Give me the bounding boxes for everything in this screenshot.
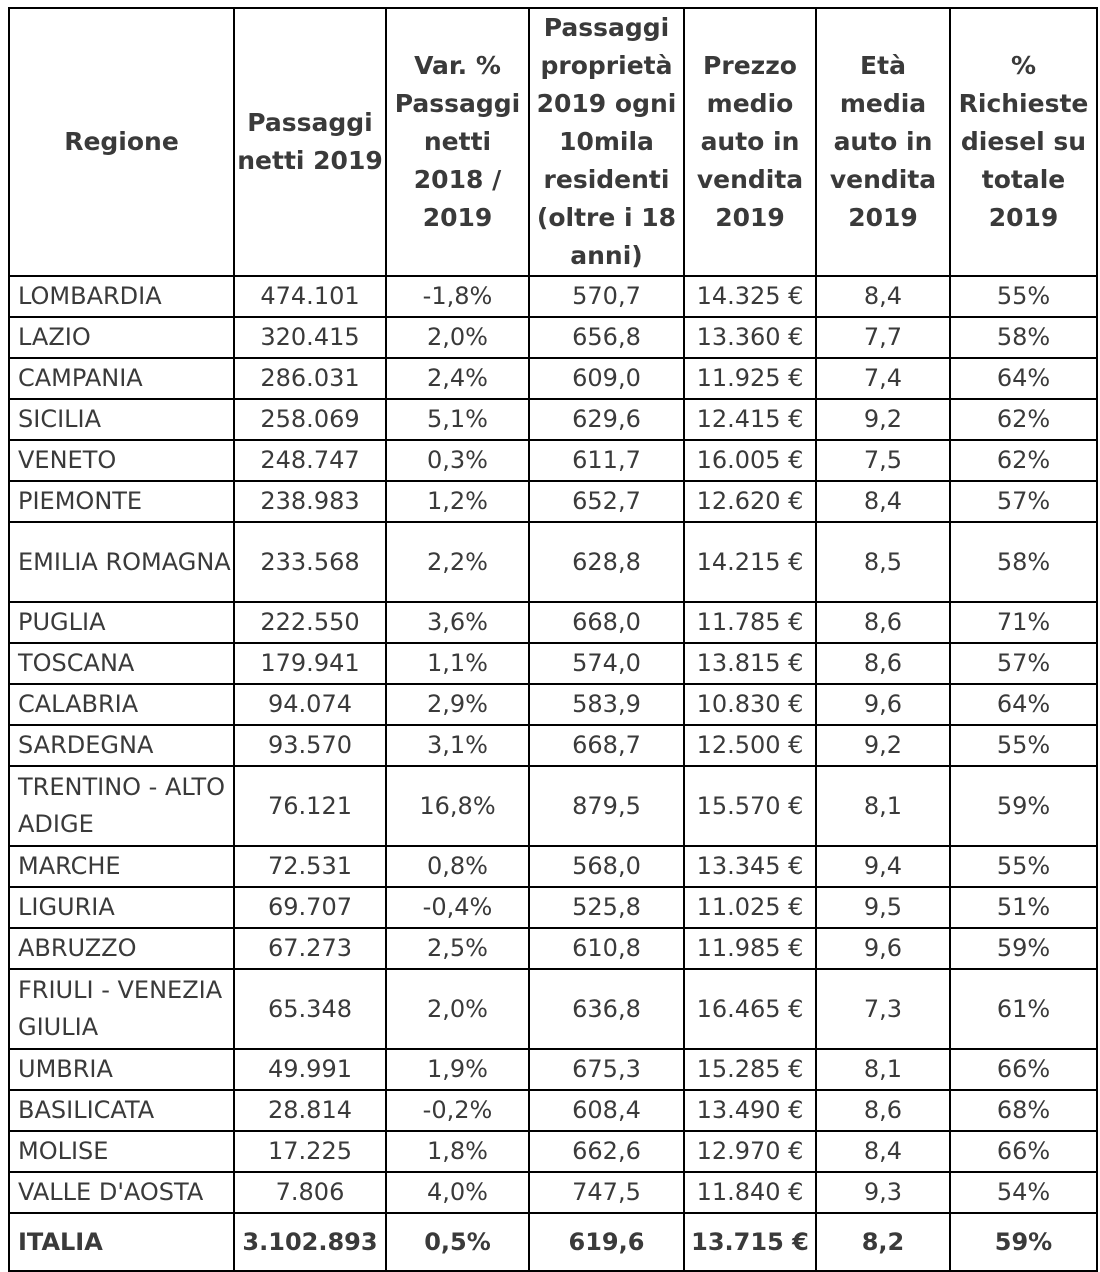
- cell-passaggi-proprieta: 611,7: [529, 440, 684, 481]
- cell-passaggi-netti: 93.570: [234, 725, 386, 766]
- total-cell-variazione: 0,5%: [386, 1213, 529, 1271]
- table-row: [9, 1049, 1097, 1090]
- cell-richieste-diesel: 58%: [950, 317, 1097, 358]
- cell-variazione: 2,0%: [386, 317, 529, 358]
- cell-prezzo-medio: 12.620 €: [684, 481, 816, 522]
- cell-variazione: 0,8%: [386, 846, 529, 887]
- cell-richieste-diesel: 68%: [950, 1090, 1097, 1131]
- cell-variazione: 3,1%: [386, 725, 529, 766]
- cell-passaggi-proprieta: 525,8: [529, 887, 684, 928]
- cell-eta-media: 8,5: [816, 522, 950, 602]
- table-row: [9, 1131, 1097, 1172]
- table-row: [9, 602, 1097, 643]
- header-row: [9, 8, 1097, 276]
- cell-variazione: 2,0%: [386, 969, 529, 1049]
- table-row: [9, 887, 1097, 928]
- table-row: [9, 358, 1097, 399]
- cell-prezzo-medio: 13.815 €: [684, 643, 816, 684]
- cell-region: VALLE D'AOSTA: [9, 1172, 234, 1213]
- table-row: [9, 522, 1097, 602]
- cell-variazione: 1,8%: [386, 1131, 529, 1172]
- cell-region: EMILIA ROMAGNA: [9, 522, 234, 602]
- cell-richieste-diesel: 61%: [950, 969, 1097, 1049]
- table-row: [9, 276, 1097, 317]
- cell-prezzo-medio: 11.785 €: [684, 602, 816, 643]
- cell-richieste-diesel: 71%: [950, 602, 1097, 643]
- cell-region: LIGURIA: [9, 887, 234, 928]
- cell-passaggi-proprieta: 574,0: [529, 643, 684, 684]
- cell-passaggi-proprieta: 675,3: [529, 1049, 684, 1090]
- cell-passaggi-netti: 474.101: [234, 276, 386, 317]
- cell-region: LOMBARDIA: [9, 276, 234, 317]
- cell-passaggi-netti: 17.225: [234, 1131, 386, 1172]
- table-row: [9, 440, 1097, 481]
- cell-richieste-diesel: 58%: [950, 522, 1097, 602]
- cell-prezzo-medio: 13.360 €: [684, 317, 816, 358]
- cell-prezzo-medio: 11.840 €: [684, 1172, 816, 1213]
- cell-eta-media: 9,2: [816, 399, 950, 440]
- column-header-regione: Regione: [9, 8, 234, 276]
- table-row: [9, 643, 1097, 684]
- table-row: [9, 725, 1097, 766]
- cell-eta-media: 9,6: [816, 928, 950, 969]
- cell-passaggi-proprieta: 636,8: [529, 969, 684, 1049]
- cell-prezzo-medio: 13.490 €: [684, 1090, 816, 1131]
- cell-region: PUGLIA: [9, 602, 234, 643]
- cell-prezzo-medio: 16.005 €: [684, 440, 816, 481]
- cell-variazione: -0,4%: [386, 887, 529, 928]
- cell-passaggi-proprieta: 656,8: [529, 317, 684, 358]
- cell-eta-media: 7,4: [816, 358, 950, 399]
- cell-variazione: 5,1%: [386, 399, 529, 440]
- cell-eta-media: 9,2: [816, 725, 950, 766]
- total-cell-prezzo-medio: 13.715 €: [684, 1213, 816, 1271]
- cell-region: FRIULI - VENEZIA GIULIA: [9, 969, 234, 1049]
- cell-passaggi-proprieta: 652,7: [529, 481, 684, 522]
- cell-passaggi-netti: 258.069: [234, 399, 386, 440]
- cell-region: TRENTINO - ALTO ADIGE: [9, 766, 234, 846]
- cell-region: SARDEGNA: [9, 725, 234, 766]
- cell-passaggi-netti: 248.747: [234, 440, 386, 481]
- cell-prezzo-medio: 12.415 €: [684, 399, 816, 440]
- cell-eta-media: 8,6: [816, 1090, 950, 1131]
- cell-eta-media: 8,1: [816, 1049, 950, 1090]
- cell-passaggi-netti: 320.415: [234, 317, 386, 358]
- cell-richieste-diesel: 64%: [950, 358, 1097, 399]
- cell-passaggi-proprieta: 747,5: [529, 1172, 684, 1213]
- table-row: [9, 399, 1097, 440]
- cell-passaggi-proprieta: 629,6: [529, 399, 684, 440]
- cell-variazione: 2,5%: [386, 928, 529, 969]
- cell-variazione: 16,8%: [386, 766, 529, 846]
- table-row: [9, 1090, 1097, 1131]
- cell-richieste-diesel: 59%: [950, 766, 1097, 846]
- cell-passaggi-netti: 67.273: [234, 928, 386, 969]
- cell-region: MARCHE: [9, 846, 234, 887]
- column-header-eta-media: Età media auto in vendita 2019: [816, 8, 950, 276]
- cell-passaggi-netti: 49.991: [234, 1049, 386, 1090]
- cell-variazione: -1,8%: [386, 276, 529, 317]
- cell-eta-media: 8,4: [816, 1131, 950, 1172]
- cell-richieste-diesel: 54%: [950, 1172, 1097, 1213]
- total-row: [9, 1213, 1097, 1271]
- cell-prezzo-medio: 11.985 €: [684, 928, 816, 969]
- cell-richieste-diesel: 66%: [950, 1049, 1097, 1090]
- cell-passaggi-netti: 72.531: [234, 846, 386, 887]
- cell-prezzo-medio: 14.215 €: [684, 522, 816, 602]
- cell-prezzo-medio: 11.925 €: [684, 358, 816, 399]
- cell-passaggi-netti: 94.074: [234, 684, 386, 725]
- total-cell-region: ITALIA: [9, 1213, 234, 1271]
- cell-passaggi-proprieta: 583,9: [529, 684, 684, 725]
- cell-passaggi-netti: 286.031: [234, 358, 386, 399]
- cell-richieste-diesel: 57%: [950, 643, 1097, 684]
- cell-passaggi-netti: 7.806: [234, 1172, 386, 1213]
- cell-region: CALABRIA: [9, 684, 234, 725]
- cell-eta-media: 8,4: [816, 481, 950, 522]
- column-header-passaggi-netti: Passaggi netti 2019: [234, 8, 386, 276]
- cell-variazione: 2,9%: [386, 684, 529, 725]
- cell-variazione: 1,9%: [386, 1049, 529, 1090]
- statistics-table: [8, 7, 1098, 1272]
- column-header-passaggi-proprieta: Passaggi proprietà 2019 ogni 10mila residenti (oltre i 18 anni): [529, 8, 684, 276]
- cell-richieste-diesel: 55%: [950, 846, 1097, 887]
- cell-richieste-diesel: 59%: [950, 928, 1097, 969]
- cell-passaggi-netti: 76.121: [234, 766, 386, 846]
- cell-prezzo-medio: 15.570 €: [684, 766, 816, 846]
- cell-variazione: 0,3%: [386, 440, 529, 481]
- cell-richieste-diesel: 55%: [950, 725, 1097, 766]
- cell-eta-media: 9,4: [816, 846, 950, 887]
- column-header-prezzo-medio: Prezzo medio auto in vendita 2019: [684, 8, 816, 276]
- cell-prezzo-medio: 15.285 €: [684, 1049, 816, 1090]
- cell-eta-media: 9,6: [816, 684, 950, 725]
- table-row: [9, 969, 1097, 1049]
- cell-prezzo-medio: 14.325 €: [684, 276, 816, 317]
- cell-passaggi-proprieta: 668,7: [529, 725, 684, 766]
- table-row: [9, 928, 1097, 969]
- cell-region: TOSCANA: [9, 643, 234, 684]
- cell-passaggi-netti: 28.814: [234, 1090, 386, 1131]
- cell-region: BASILICATA: [9, 1090, 234, 1131]
- cell-passaggi-proprieta: 662,6: [529, 1131, 684, 1172]
- cell-passaggi-netti: 69.707: [234, 887, 386, 928]
- cell-passaggi-proprieta: 879,5: [529, 766, 684, 846]
- cell-eta-media: 7,5: [816, 440, 950, 481]
- total-cell-richieste-diesel: 59%: [950, 1213, 1097, 1271]
- cell-richieste-diesel: 55%: [950, 276, 1097, 317]
- cell-region: CAMPANIA: [9, 358, 234, 399]
- cell-variazione: 2,4%: [386, 358, 529, 399]
- cell-variazione: 4,0%: [386, 1172, 529, 1213]
- table-row: [9, 684, 1097, 725]
- cell-eta-media: 9,3: [816, 1172, 950, 1213]
- cell-region: MOLISE: [9, 1131, 234, 1172]
- table-row: [9, 1172, 1097, 1213]
- cell-richieste-diesel: 62%: [950, 440, 1097, 481]
- cell-variazione: 1,1%: [386, 643, 529, 684]
- cell-passaggi-proprieta: 570,7: [529, 276, 684, 317]
- cell-richieste-diesel: 66%: [950, 1131, 1097, 1172]
- cell-passaggi-proprieta: 610,8: [529, 928, 684, 969]
- cell-passaggi-proprieta: 609,0: [529, 358, 684, 399]
- column-header-variazione: Var. % Passaggi netti 2018 / 2019: [386, 8, 529, 276]
- cell-prezzo-medio: 12.970 €: [684, 1131, 816, 1172]
- cell-prezzo-medio: 13.345 €: [684, 846, 816, 887]
- table-row: [9, 481, 1097, 522]
- cell-prezzo-medio: 10.830 €: [684, 684, 816, 725]
- table-row: [9, 317, 1097, 358]
- cell-passaggi-netti: 233.568: [234, 522, 386, 602]
- cell-passaggi-proprieta: 608,4: [529, 1090, 684, 1131]
- cell-passaggi-proprieta: 668,0: [529, 602, 684, 643]
- cell-variazione: 3,6%: [386, 602, 529, 643]
- total-cell-eta-media: 8,2: [816, 1213, 950, 1271]
- cell-eta-media: 8,6: [816, 602, 950, 643]
- cell-richieste-diesel: 51%: [950, 887, 1097, 928]
- cell-passaggi-proprieta: 568,0: [529, 846, 684, 887]
- cell-region: VENETO: [9, 440, 234, 481]
- cell-passaggi-netti: 179.941: [234, 643, 386, 684]
- cell-eta-media: 7,3: [816, 969, 950, 1049]
- cell-region: LAZIO: [9, 317, 234, 358]
- cell-passaggi-proprieta: 628,8: [529, 522, 684, 602]
- cell-eta-media: 9,5: [816, 887, 950, 928]
- cell-region: PIEMONTE: [9, 481, 234, 522]
- cell-region: UMBRIA: [9, 1049, 234, 1090]
- total-cell-passaggi-proprieta: 619,6: [529, 1213, 684, 1271]
- cell-prezzo-medio: 16.465 €: [684, 969, 816, 1049]
- table-row: [9, 846, 1097, 887]
- cell-richieste-diesel: 62%: [950, 399, 1097, 440]
- cell-richieste-diesel: 64%: [950, 684, 1097, 725]
- cell-variazione: 1,2%: [386, 481, 529, 522]
- cell-region: SICILIA: [9, 399, 234, 440]
- cell-variazione: 2,2%: [386, 522, 529, 602]
- total-cell-passaggi-netti: 3.102.893: [234, 1213, 386, 1271]
- cell-eta-media: 8,1: [816, 766, 950, 846]
- cell-eta-media: 7,7: [816, 317, 950, 358]
- cell-prezzo-medio: 11.025 €: [684, 887, 816, 928]
- cell-passaggi-netti: 222.550: [234, 602, 386, 643]
- cell-prezzo-medio: 12.500 €: [684, 725, 816, 766]
- column-header-richieste-diesel: % Richieste diesel su totale 2019: [950, 8, 1097, 276]
- cell-passaggi-netti: 238.983: [234, 481, 386, 522]
- table-row: [9, 766, 1097, 846]
- cell-eta-media: 8,4: [816, 276, 950, 317]
- cell-eta-media: 8,6: [816, 643, 950, 684]
- cell-variazione: -0,2%: [386, 1090, 529, 1131]
- cell-region: ABRUZZO: [9, 928, 234, 969]
- cell-richieste-diesel: 57%: [950, 481, 1097, 522]
- cell-passaggi-netti: 65.348: [234, 969, 386, 1049]
